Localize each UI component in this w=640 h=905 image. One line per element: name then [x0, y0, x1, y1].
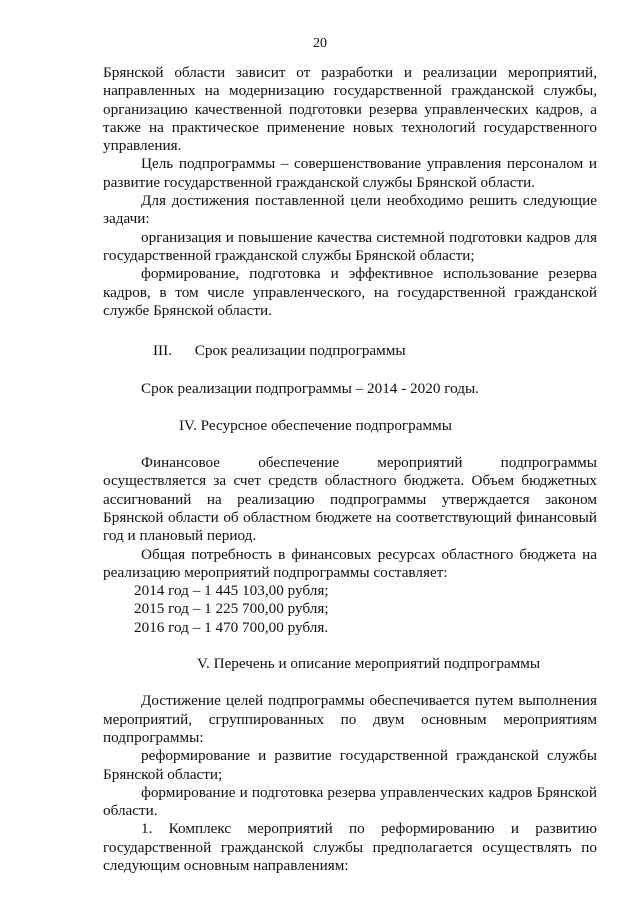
section-4-heading: IV. Ресурсное обеспечение подпрограммы [179, 416, 452, 434]
section-5-paragraph-4: 1. Комплекс мероприятий по реформированию и развитию государственной гражданской службы предполагается осуществлять по следующим основным направлениям: [103, 820, 597, 874]
spacer [103, 435, 597, 454]
spacer [103, 673, 597, 692]
page-number: 20 [313, 36, 327, 51]
document-body [103, 64, 597, 875]
budget-amount-2016: 2016 год – 1 470 700,00 рубля. [134, 618, 329, 636]
paragraph-task-1: организация и повышение качества системной подготовки кадров для государственной гражданской службы Брянской области; [103, 228, 597, 264]
spacer [103, 637, 597, 655]
budget-amount-2014: 2014 год – 1 445 103,00 рубля; [134, 582, 329, 600]
section-5-paragraph-1: Достижение целей подпрограммы обеспечивается путем выполнения мероприятий, сгруппированных по двум основным мероприятиям подпрограммы: [103, 692, 597, 746]
budget-amount-2015: 2015 год – 1 225 700,00 рубля; [134, 600, 329, 618]
spacer [103, 399, 597, 417]
section-5-heading: V. Перечень и описание мероприятий подпрограммы [197, 655, 541, 673]
paragraph-task-2: формирование, подготовка и эффективное использование резерва кадров, в том числе управленческого, на государственной гражданской службе Брянской области. [103, 265, 597, 319]
spacer [103, 320, 597, 342]
paragraph-intro-continuation: Брянской области зависит от разработки и реализации мероприятий, направленных на модернизацию государственной гражданской службы, организацию качественной подготовки резерва управленческих кадров, а также на практическое применение новых технологий государственного управления. [103, 64, 597, 155]
paragraph-tasks-lead: Для достижения поставленной цели необходимо решить следующие задачи: [103, 192, 597, 228]
spacer [103, 360, 597, 380]
section-4-paragraph-1: Финансовое обеспечение мероприятий подпрограммы осуществляется за счет средств областного бюджета. Объем бюджетных ассигнований на реализацию подпрограммы утверждается законом Брянской области об областном бюджете на соответствующий финансовый год и плановый период. [103, 454, 597, 545]
paragraph-goal: Цель подпрограммы – совершенствование управления персоналом и развитие государственной гражданской службы Брянской области. [103, 155, 597, 191]
section-3-heading: III. Срок реализации подпрограммы [153, 342, 406, 360]
section-4-paragraph-2: Общая потребность в финансовых ресурсах областного бюджета на реализацию мероприятий подпрограммы составляет: [103, 545, 597, 581]
section-3-text: Срок реализации подпрограммы – 2014 - 2020 годы. [141, 380, 479, 398]
section-5-paragraph-3: формирование и подготовка резерва управленческих кадров Брянской области. [103, 783, 597, 820]
section-5-paragraph-2: реформирование и развитие государственной гражданской службы Брянской области; [103, 747, 597, 783]
